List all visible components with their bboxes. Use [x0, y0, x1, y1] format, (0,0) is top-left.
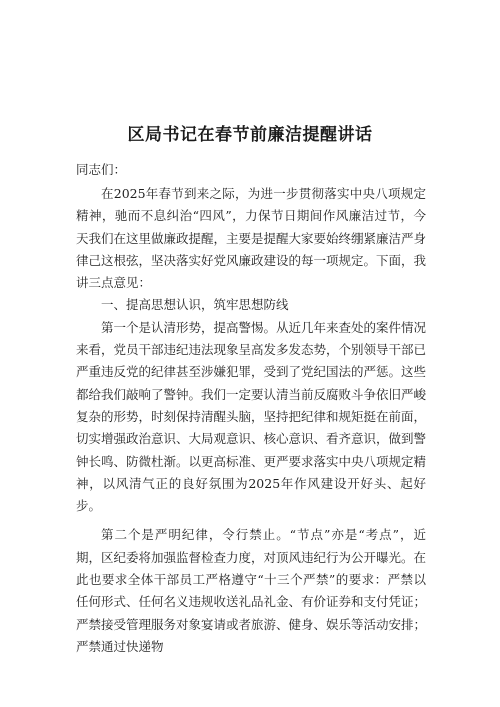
- document-body: [76, 183, 426, 658]
- section-heading: 一、提高思想认识，筑牢思想防线: [101, 297, 289, 313]
- paragraph-point-1: 第一个是认清形势，提高警惕。从近几年来查处的案件情况来看，党员干部违纪违法现象呈高发多发态势，个别领导干部已严重违反党的纪律甚至涉嫌犯罪，受到了党纪国法的严惩。这些都给我们敲响了警钟。我们一定要认清当前反腐败斗争依旧严峻复杂的形势，时刻保持清醒头脑，坚持把纪律和规矩挺在前面，切实增强政治意识、大局观意识、核心意识、看齐意识，做到警钟长鸣、防微杜渐。以更高标准、更严要求落实中央八项规定精神，以风清气正的良好氛围为2025年作风建设开好头、起好步。: [76, 319, 427, 514]
- document-title: 区局书记在春节前廉洁提醒讲话: [127, 125, 373, 145]
- paragraph-intro: 在2025年春节到来之际，为进一步贯彻落实中央八项规定精神，驰而不息纠治“四风”，力保节日期间作风廉洁过节，今天我们在这里做廉政提醒，主要是提醒大家要始终绷紧廉洁严身律己这根弦，坚决落实好党风廉政建设的每一项规定。下面，我讲三点意见：: [76, 186, 427, 291]
- greeting-text: 同志们：: [76, 162, 127, 177]
- paragraph-point-2: 第二个是严明纪律，令行禁止。“节点”亦是“考点”，近期，区纪委将加强监督检查力度，对顶风违纪行为公开曝光。在此也要求全体干部员工严格遵守“十三个严禁”的要求：严禁以任何形式、任何名义违规收送礼品礼金、有价证券和支付凭证；严禁接受管理服务对象宴请或者旅游、健身、娱乐等活动安排；严禁通过快递物: [76, 527, 427, 654]
